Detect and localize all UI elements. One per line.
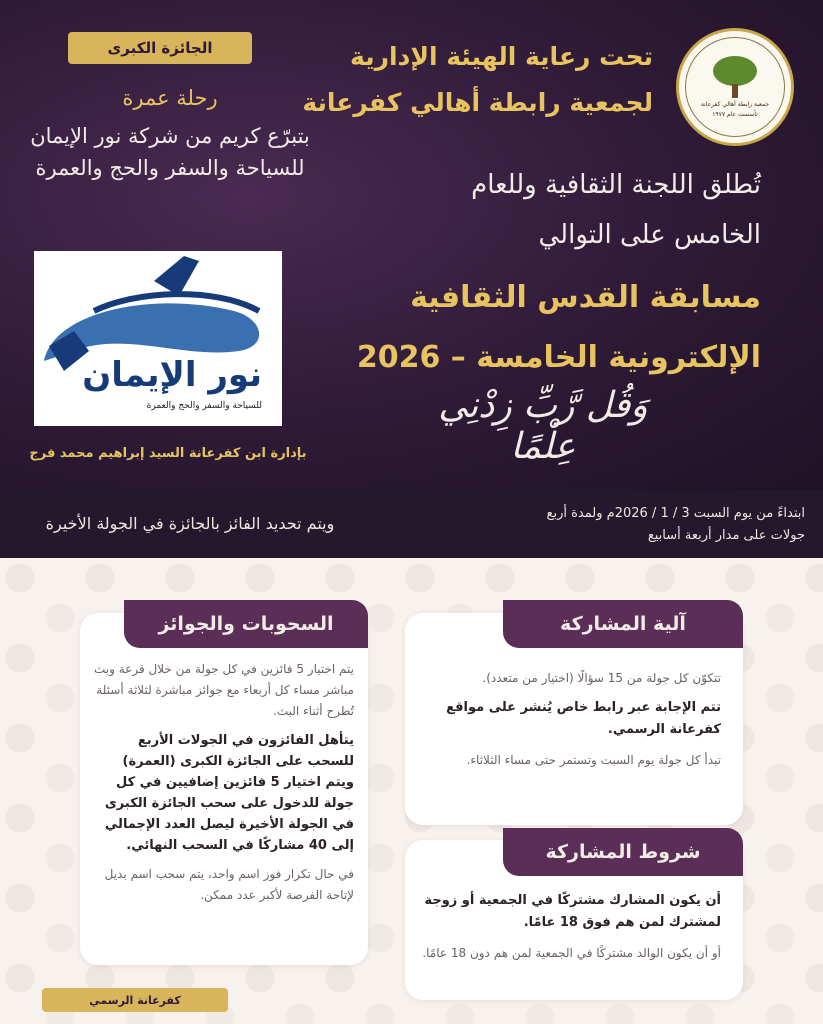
draws-body: [92, 659, 354, 914]
competition-line-2: الإلكترونية الخامسة – 2026: [356, 340, 761, 375]
quran-motto: وَقُل رَّبِّ زِدْنِي عِلْمًا: [438, 385, 648, 467]
grand-prize-badge: الجائزة الكبرى: [68, 32, 252, 64]
draws-title: السحوبات والجوائز: [124, 600, 368, 648]
start-date-text: [475, 503, 805, 547]
footer-badge: كفرعانة الرسمي: [42, 988, 228, 1012]
conditions-body: [421, 890, 721, 972]
launch-line-2: الخامس على التوالي: [538, 220, 761, 250]
mechanism-title: آلية المشاركة: [503, 600, 743, 648]
mechanism-point-3: تبدأ كل جولة يوم السبت وتستمر حتى مساء الثلاثاء.: [466, 753, 721, 767]
mechanism-point-1: تتكوّن كل جولة من 15 سؤالًا (اختيار من متعدد).: [482, 671, 721, 685]
sponsor-subtitle: للسياحة والسفر والحج والعمرة: [146, 401, 262, 411]
competition-line-1: مسابقة القدس الثقافية: [410, 280, 761, 315]
draws-point-3: في حال تكرار فوز اسم واحد، يتم سحب اسم بديل لإتاحة الفرصة لأكبر عدد ممكن.: [104, 867, 354, 902]
managed-by: بإدارة ابن كفرعانة السيد إبراهيم محمد فرج: [29, 446, 307, 461]
airplane-icon: [34, 251, 282, 426]
start-line-2: جولات على مدار أربعة أسابيع: [647, 528, 805, 543]
draws-point-2: يتأهل الفائزون في الجولات الأربع للسحب على الجائزة الكبرى (العمرة) ويتم اختيار 5 فائزين إضافيين في كل جولة للدخول على سحب الجائزة الكبرى في الجولة الأخيرة ليصل العدد الإجمالي إلى 40 مشاركًا في السحب النهائي.: [104, 733, 354, 853]
start-line-1: ابتداءً من يوم السبت 3 / 1 / 2026م ولمدة أربع: [546, 506, 805, 521]
sponsor-heading: [293, 34, 653, 126]
conditions-title: شروط المشاركة: [503, 828, 743, 876]
sponsor-line-2: لجمعية رابطة أهالي كفرعانة: [302, 88, 653, 117]
logo-year: تأسست عام ١٩٧٧: [712, 111, 758, 118]
prize-description: بتبرّع كريم من شركة نور الإيمان للسياحة والسفر والحج والعمرة: [30, 124, 310, 180]
mechanism-card: [405, 613, 743, 825]
draws-point-1: يتم اختيار 5 فائزين في كل جولة من خلال قرعة وبث مباشر مساء كل أربعاء مع جوائز مباشرة لثلاثة أسئلة تُطرح أثناء البث.: [94, 662, 354, 718]
mechanism-body: [421, 667, 721, 779]
draws-card: [80, 613, 368, 965]
sponsor-name: نور الإيمان: [82, 355, 262, 395]
tree-trunk: [732, 84, 738, 98]
launch-heading: [341, 160, 761, 260]
mechanism-point-2: تتم الإجابة عبر رابط خاص يُنشر على مواقع كفرعانة الرسمي.: [446, 700, 721, 737]
condition-point-2: أو أن يكون الوالد مشتركًا في الجمعية لمن هم دون 18 عامًا.: [422, 946, 721, 960]
conditions-card: [405, 840, 743, 1000]
condition-point-1: أن يكون المشارك مشتركًا في الجمعية أو زوجة لمشترك لمن هم فوق 18 عامًا.: [424, 893, 721, 930]
sponsor-line-1: تحت رعاية الهيئة الإدارية: [350, 42, 653, 71]
tree-icon: [713, 56, 757, 86]
competition-title: [301, 268, 761, 388]
logo-inner: [685, 37, 785, 137]
winner-note: ويتم تحديد الفائز بالجائزة في الجولة الأخيرة: [45, 514, 335, 533]
launch-line-1: تُطلق اللجنة الثقافية وللعام: [471, 170, 761, 200]
prize-title: رحلة عمرة: [122, 86, 218, 110]
sponsor-logo: [34, 251, 282, 426]
association-logo: [676, 28, 794, 146]
logo-text: جمعية رابطة أهالي كفرعانة: [700, 101, 770, 108]
